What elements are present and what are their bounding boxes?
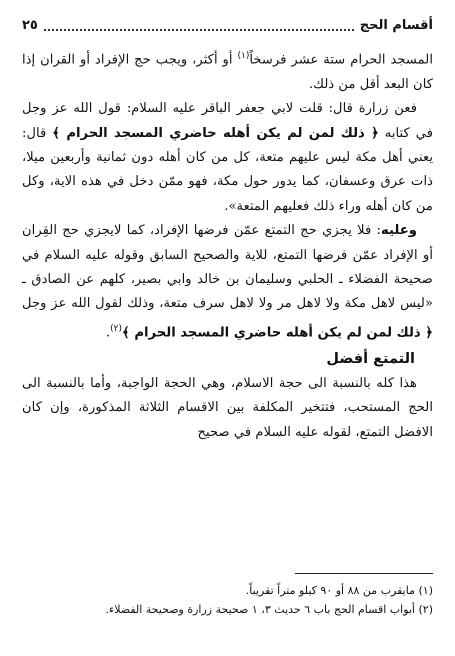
paragraph-2: [22, 97, 433, 219]
quran-quote-2: ﴿ ذلك لمن لم يكن أهله حاضري المسجد الحرام ﴾: [122, 325, 433, 341]
paragraph-3-end: .: [105, 325, 111, 341]
paragraph-1-tail: أو أكثر، ويجب حج الإفراد أو القران إذا كان البعد أقل من ذلك.: [22, 52, 433, 92]
paragraph-1: [22, 44, 433, 97]
main-text: [22, 44, 433, 445]
running-header: [22, 14, 433, 36]
page-number: ٢٥: [22, 17, 38, 33]
footnote-ref-1: (١): [237, 51, 250, 61]
section-heading: التمتع أفضل: [326, 350, 415, 367]
dotted-leader: [44, 19, 354, 31]
footnotes: [22, 581, 433, 619]
header-title: أقسام الحج: [359, 17, 433, 33]
paragraph-4: هذا كله بالنسبة الى حجة الاسلام، وهي الحجة الواجبة، وأما بالنسبة الى الحج المستحب، فتتخير المكلفة بين الاقسام الثلاثة المذكورة، وإن كان الافضل التمتع، لقوله عليه السلام في صحيح: [22, 376, 433, 440]
paragraph-3-lead: وعليه: [381, 223, 417, 239]
paragraph-2-intro: فعن زرارة قال: قلت لابي جعفر الباقر عليه السلام: قول الله عز وجل في كتابه: [22, 101, 434, 141]
quran-quote-1: ﴿ ذلك لمن لم يكن أهله حاضري المسجد الحرام ﴾: [52, 125, 379, 141]
footnote-2: (٢) أبواب اقسام الحج باب ٦ حديث ٣، ١ صحيحة زرارة وصحيحة الفضلاء.: [105, 603, 433, 616]
paragraph-1-text: المسجد الحرام ستة عشر فرسخاً: [249, 52, 433, 68]
footnote-ref-2: (٢): [110, 323, 123, 334]
paragraph-2-text: قال: يعني أهل مكة ليس عليهم متعة، كل من كان أهله دون ثمانية وأربعين ميلا، ذات عرق وعسفان، كما يدور حول مكة، فهو ممّن دخل في هذه الاية، وكل من كان أهله وراء ذلك فعليهم المتعة».: [22, 125, 433, 214]
paragraph-3-text: : فلا يجزي حج التمتع عمّن فرضها الإفراد، كما لايجزي حج القِران أو الإفراد عمّن فرضها التمتع، للاية والصحيح السابق وقوله عليه السلام في صحيحة الفضلاء ـ الحلبي وسليمان بن خالد وابي بصير، كلهم عن الصادق ـ «ليس لاهل مكة ولا لاهل مر ولا لاهل سرف متعة، وذلك لقول الله عز وجل: [22, 223, 433, 312]
footnote-1: (١) مايقرب من ٨٨ أو ٩٠ كيلو متراً تقريباً.: [245, 584, 433, 597]
paragraph-3: [22, 219, 433, 345]
footnote-divider: [295, 573, 433, 574]
